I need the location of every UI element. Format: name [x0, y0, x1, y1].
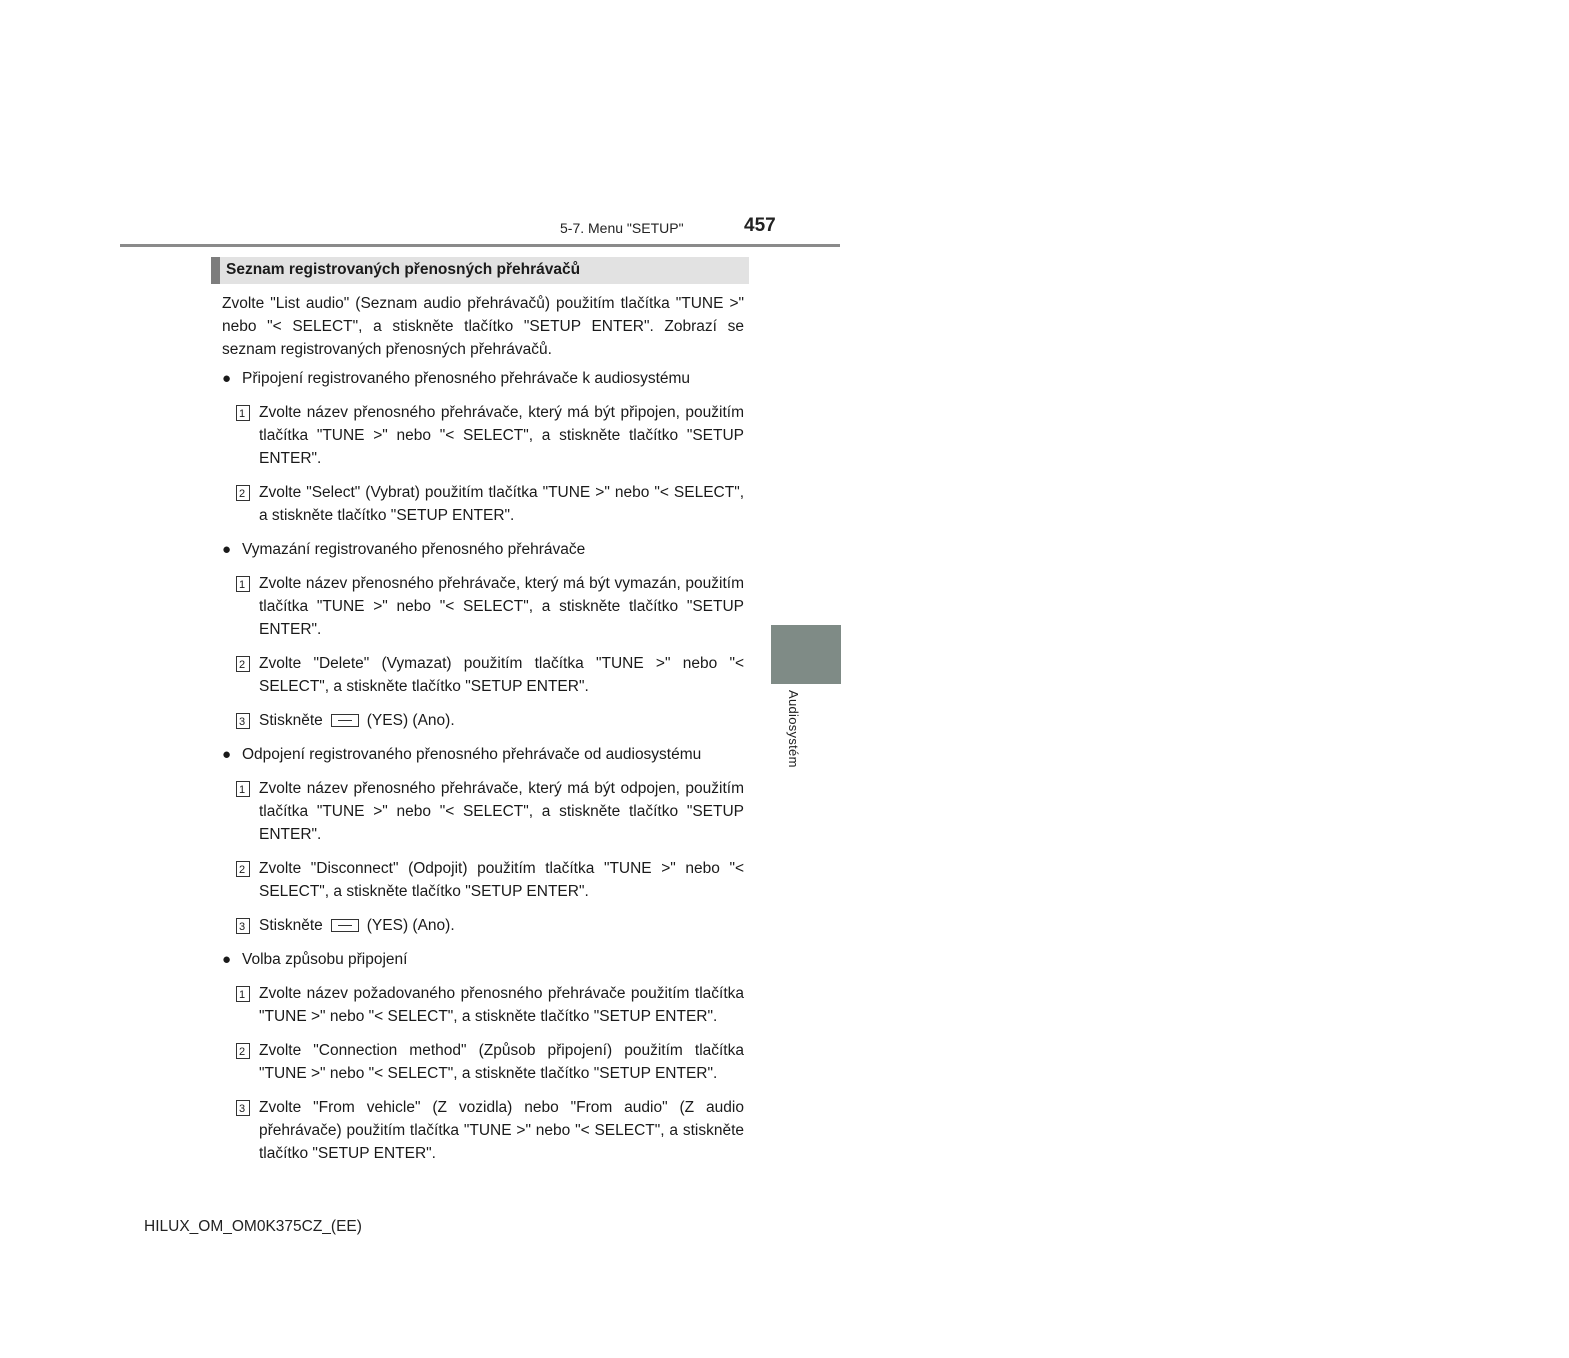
- bullet-text: Vymazání registrovaného přenosného přehrávače: [242, 541, 586, 558]
- bullet-icon: ●: [222, 746, 232, 763]
- step-item: [222, 572, 744, 641]
- radio-button-icon: [331, 714, 359, 727]
- step-number: 3: [236, 713, 250, 729]
- bullet-icon: ●: [222, 541, 232, 558]
- step-text: Zvolte název přenosného přehrávače, který má být připojen, použitím tlačítka "TUNE >" nebo "< SELECT", a stiskněte tlačítko "SETUP ENTER".: [259, 404, 744, 467]
- step-item: [222, 982, 744, 1028]
- bullet-text: Odpojení registrovaného přenosného přehrávače od audiosystému: [242, 746, 702, 763]
- step-number: 3: [236, 918, 250, 934]
- header-divider: [120, 244, 840, 247]
- step-text-pre: Stiskněte: [259, 712, 323, 729]
- step-text: Zvolte "From vehicle" (Z vozidla) nebo "From audio" (Z audio přehrávače) použitím tlačítka "TUNE >" nebo "< SELECT", a stiskněte tlačítko "SETUP ENTER".: [259, 1099, 744, 1162]
- bullet-item: [222, 948, 744, 971]
- step-text-pre: Stiskněte: [259, 917, 323, 934]
- step-number: 1: [236, 576, 250, 592]
- step-item: [222, 1096, 744, 1165]
- page-number: 457: [744, 215, 776, 236]
- bullet-text: Připojení registrovaného přenosného přehrávače k audiosystému: [242, 370, 691, 387]
- step-number: 2: [236, 656, 250, 672]
- bullet-text: Volba způsobu připojení: [242, 951, 408, 968]
- step-text-post: (YES) (Ano).: [366, 712, 455, 729]
- step-text: Zvolte "Delete" (Vymazat) použitím tlačítka "TUNE >" nebo "< SELECT", a stiskněte tlačítko "SETUP ENTER".: [259, 655, 744, 695]
- step-item: [222, 777, 744, 846]
- step-text: Zvolte "Disconnect" (Odpojit) použitím tlačítka "TUNE >" nebo "< SELECT", a stiskněte tlačítko "SETUP ENTER".: [259, 860, 744, 900]
- step-number: 2: [236, 861, 250, 877]
- section-title: Seznam registrovaných přenosných přehrávačů: [211, 257, 749, 284]
- step-number: 2: [236, 1043, 250, 1059]
- step-text-post: (YES) (Ano).: [366, 917, 455, 934]
- step-item: [222, 857, 744, 903]
- bullet-item: [222, 367, 744, 390]
- step-text: Zvolte "Connection method" (Způsob připojení) použitím tlačítka "TUNE >" nebo "< SELECT", a stiskněte tlačítko "SETUP ENTER".: [259, 1042, 744, 1082]
- step-item: [222, 1039, 744, 1085]
- intro-paragraph: Zvolte "List audio" (Seznam audio přehrávačů) použitím tlačítka "TUNE >" nebo "< SELECT", a stiskněte tlačítko "SETUP ENTER". Zobrazí se seznam registrovaných přenosných přehrávačů.: [222, 295, 744, 358]
- bullet-icon: ●: [222, 951, 232, 968]
- step-number: 2: [236, 485, 250, 501]
- step-text: Zvolte název požadovaného přenosného přehrávače použitím tlačítka "TUNE >" nebo "< SELECT", a stiskněte tlačítko "SETUP ENTER".: [259, 985, 744, 1025]
- step-text: Zvolte název přenosného přehrávače, který má být vymazán, použitím tlačítka "TUNE >" nebo "< SELECT", a stiskněte tlačítko "SETUP ENTER".: [259, 575, 744, 638]
- bullet-item: [222, 743, 744, 766]
- step-item: [222, 481, 744, 527]
- document-code: HILUX_OM_OM0K375CZ_(EE): [144, 1218, 362, 1235]
- step-number: 1: [236, 986, 250, 1002]
- step-item: [222, 401, 744, 470]
- step-text: Zvolte "Select" (Vybrat) použitím tlačítka "TUNE >" nebo "< SELECT", a stiskněte tlačítko "SETUP ENTER".: [259, 484, 744, 524]
- step-item: [222, 652, 744, 698]
- step-number: 1: [236, 781, 250, 797]
- step-item: [222, 709, 744, 732]
- chapter-number: 5: [1562, 1269, 1569, 1283]
- bullet-item: [222, 538, 744, 561]
- step-number: 1: [236, 405, 250, 421]
- chapter-label: Audiosystém: [786, 690, 801, 768]
- step-text: Zvolte název přenosného přehrávače, který má být odpojen, použitím tlačítka "TUNE >" nebo "< SELECT", a stiskněte tlačítko "SETUP ENTER".: [259, 780, 744, 843]
- bullet-icon: ●: [222, 370, 232, 387]
- step-number: 3: [236, 1100, 250, 1116]
- section-heading: 5-7. Menu "SETUP": [560, 220, 684, 236]
- instructions: [222, 292, 744, 1176]
- step-item: [222, 914, 744, 937]
- radio-button-icon: [331, 919, 359, 932]
